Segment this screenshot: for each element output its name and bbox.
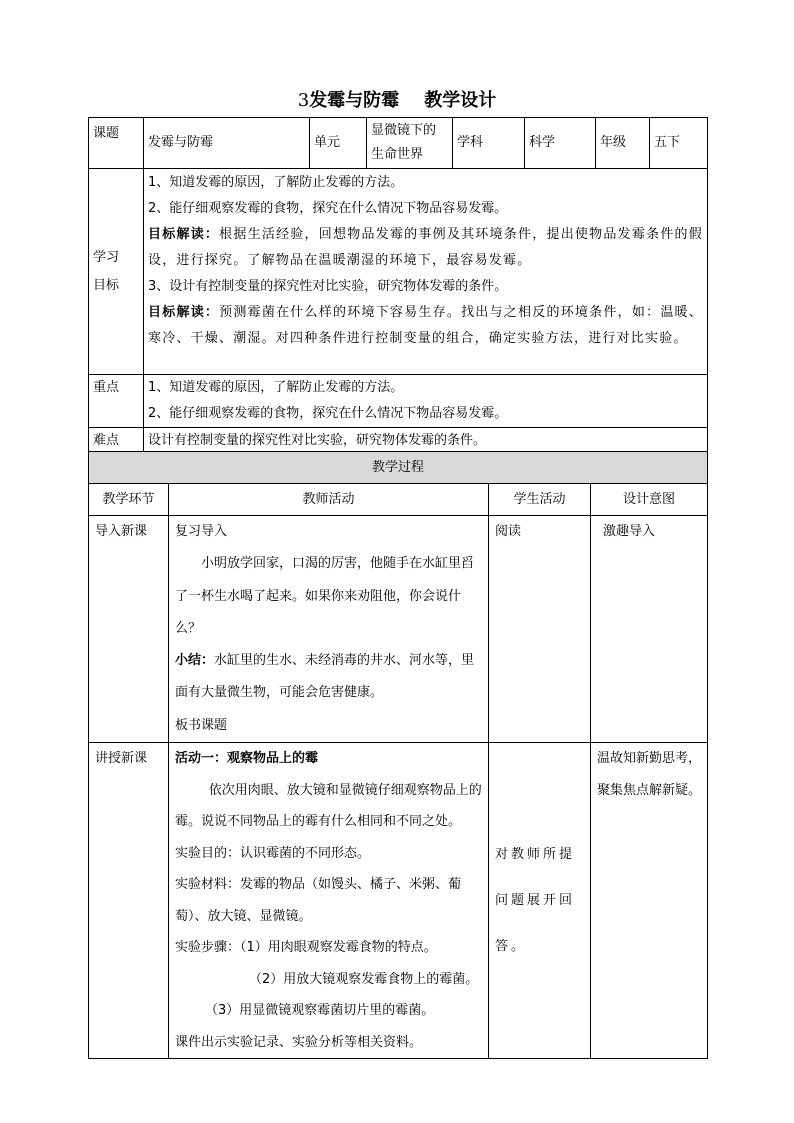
col-student: 学生活动	[489, 484, 591, 516]
row2-t4: 实验材料：发霉的物品（如馒头、橘子、米粥、葡萄）、放大镜、显微镜。	[175, 877, 462, 924]
objectives-content	[144, 169, 708, 375]
key-point-2: 2、能仔细观察发霉的食物，探究在什么情况下物品容易发霉。	[148, 406, 508, 421]
objective-interpretation-2	[148, 300, 703, 352]
row2-t1: 活动一：观察物品上的霉	[175, 751, 319, 767]
row2-t8: 课件出示实验记录、实验分析等相关资料。	[175, 1034, 423, 1050]
row1-t4: 板书课题	[175, 717, 228, 733]
summary-text: 水缸里的生水、未经消毒的井水、河水等，里面有大量微生物，可能会危害健康。	[175, 653, 475, 701]
key-points-content	[144, 375, 708, 428]
row2-t3: 实验目的：认识霉菌的不同形态。	[175, 845, 371, 861]
lesson-info-table	[88, 117, 708, 454]
objectives-label	[89, 169, 144, 375]
table-row	[89, 743, 708, 1059]
row2-t5: 实验步骤：（1）用肉眼观察发霉食物的特点。	[175, 940, 437, 956]
subject-label: 学科	[453, 118, 525, 169]
row1-teacher	[169, 516, 489, 743]
process-header: 教学过程	[89, 452, 708, 484]
row1-student: 阅读	[489, 516, 591, 743]
interp2-label: 目标解读：	[148, 305, 220, 320]
unit-value	[367, 118, 453, 169]
topic-value: 发霉与防霉	[144, 118, 310, 169]
row2-t2: 依次用肉眼、放大镜和显微镜仔细观察物品上的霉。说说不同物品上的霉有什么相同和不同之处。	[175, 782, 482, 830]
summary-label: 小结：	[175, 653, 215, 669]
row1-intent: 激趣导入	[591, 516, 708, 743]
interp1-text: 根据生活经验，回想物品发霉的事例及其环境条件，提出使物品发霉条件的假设，进行探究。了解物品在温暖潮湿的环境下，最容易发霉。	[148, 227, 703, 268]
interp2-text: 预测霉菌在什么样的环境下容易生存。找出与之相反的环境条件，如：温暖、寒冷、干燥、潮湿。对四种条件进行控制变量的组合，确定实验方法，进行对比实验。	[148, 305, 703, 346]
row2-t6: （2）用放大镜观察发霉食物上的霉菌。	[249, 971, 479, 987]
key-points-label: 重点	[89, 375, 144, 428]
unit-label: 单元	[310, 118, 367, 169]
row2-t7: （3）用显微镜观察霉菌切片里的霉菌。	[205, 1003, 435, 1019]
row2-student: 对教师所提问题展开回答。	[489, 743, 591, 1059]
difficulty-label: 难点	[89, 428, 144, 454]
page-title	[0, 86, 794, 112]
objective-1: 1、知道发霉的原因，了解防止发霉的方法。	[148, 175, 404, 190]
objective-2: 2、能仔细观察发霉的食物，探究在什么情况下物品容易发霉。	[148, 201, 508, 216]
row1-t2: 小明放学回家，口渴的厉害，他随手在水缸里舀了一杯生水喝了起来。如果你来劝阻他，你会说什么？	[175, 556, 475, 636]
row1-t3	[175, 645, 482, 710]
grade-value: 五下	[650, 118, 708, 169]
teaching-process-table	[88, 451, 708, 1059]
unit-value-line1: 显微镜下的	[371, 123, 437, 138]
title-number: 3	[297, 90, 310, 111]
subject-value: 科学	[525, 118, 596, 169]
objectives-label-line2: 目标	[93, 277, 120, 293]
row2-stage: 讲授新课	[89, 743, 169, 1059]
grade-label: 年级	[596, 118, 650, 169]
objective-3: 3、设计有控制变量的探究性对比实验，研究物体发霉的条件。	[148, 279, 508, 294]
table-row	[89, 516, 708, 743]
objectives-label-line1: 学习	[93, 249, 120, 265]
topic-label: 课题	[89, 118, 144, 169]
unit-value-line2: 生命世界	[371, 147, 424, 162]
row1-t1: 复习导入	[175, 524, 228, 539]
key-point-1: 1、知道发霉的原因，了解防止发霉的方法。	[148, 380, 404, 395]
title-sub: 教学设计	[424, 90, 497, 111]
difficulty-text: 设计有控制变量的探究性对比实验，研究物体发霉的条件。	[144, 428, 708, 454]
interp1-label: 目标解读：	[148, 227, 220, 242]
title-main: 发霉与防霉	[309, 90, 400, 111]
col-intent: 设计意图	[591, 484, 708, 516]
col-stage: 教学环节	[89, 484, 169, 516]
row2-teacher	[169, 743, 489, 1059]
col-teacher: 教师活动	[169, 484, 489, 516]
row1-stage: 导入新课	[89, 516, 169, 743]
objective-interpretation-1	[148, 222, 703, 274]
row2-intent: 温故知新勤思考，聚集焦点解新疑。	[591, 743, 708, 1059]
